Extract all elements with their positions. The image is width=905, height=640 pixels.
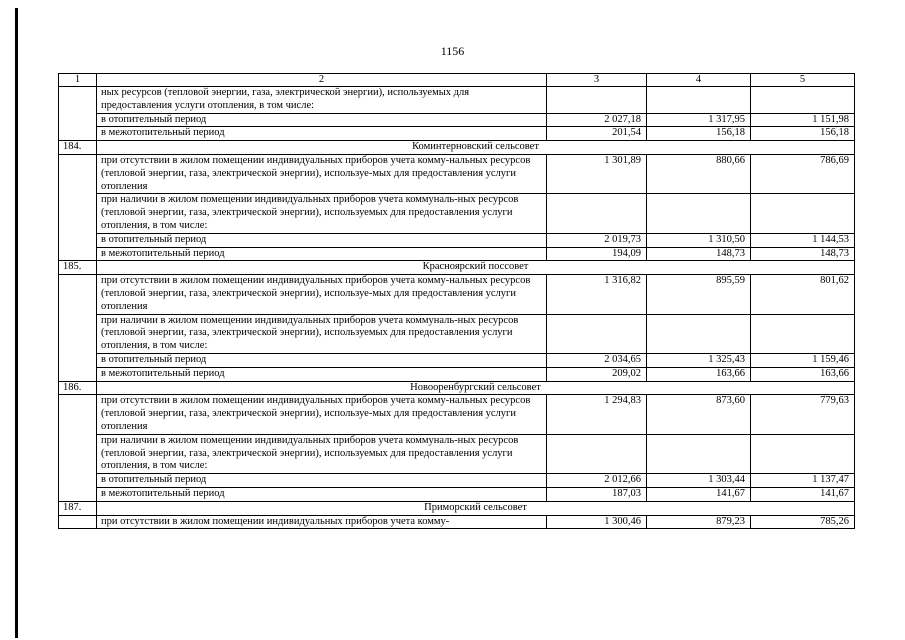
value-col3: 2 012,66 bbox=[547, 474, 647, 488]
value-col5: 148,73 bbox=[751, 247, 855, 261]
tariff-table bbox=[58, 73, 855, 529]
value-col4: 879,23 bbox=[647, 515, 751, 529]
value-col4: 156,18 bbox=[647, 127, 751, 141]
section-index: 184. bbox=[59, 141, 97, 155]
continuation-text: ных ресурсов (тепловой энергии, газа, электрической энергии), используемых для предоставления услуги отопления, в том числе: bbox=[97, 87, 547, 114]
value-col4: 1 303,44 bbox=[647, 474, 751, 488]
heating-row bbox=[59, 474, 855, 488]
section-title-row bbox=[59, 501, 855, 515]
section-title: Новооренбургский сельсовет bbox=[97, 381, 855, 395]
section-title-row bbox=[59, 141, 855, 155]
value-col5: 1 151,98 bbox=[751, 113, 855, 127]
header-col-1: 1 bbox=[59, 74, 97, 87]
without-meters-text: при отсутствии в жилом помещении индивидуальных приборов учета комму-нальных ресурсов (тепловой энергии, газа, электрической энергии), используе-мых для предоставления услуги отопления bbox=[97, 154, 547, 193]
without-meters-text: при отсутствии в жилом помещении индивидуальных приборов учета комму-нальных ресурсов (тепловой энергии, газа, электрической энергии), используе-мых для предоставления услуги отопления bbox=[97, 275, 547, 314]
interheating-row bbox=[59, 367, 855, 381]
value-col3: 201,54 bbox=[547, 127, 647, 141]
value-col3: 187,03 bbox=[547, 487, 647, 501]
without-meters-row bbox=[59, 154, 855, 193]
value-col4: 1 325,43 bbox=[647, 353, 751, 367]
interheating-row bbox=[59, 127, 855, 141]
value-col5: 779,63 bbox=[751, 395, 855, 434]
without-meters-row bbox=[59, 515, 855, 529]
header-col-3: 3 bbox=[547, 74, 647, 87]
section-index: 187. bbox=[59, 501, 97, 515]
heating-label: в отопительный период bbox=[97, 353, 547, 367]
interheating-label: в межотопительный период bbox=[97, 247, 547, 261]
interheating-label: в межотопительный период bbox=[97, 487, 547, 501]
heating-label: в отопительный период bbox=[97, 113, 547, 127]
page-number: 1156 bbox=[440, 44, 465, 58]
header-col-5: 5 bbox=[751, 74, 855, 87]
value-col3: 1 301,89 bbox=[547, 154, 647, 193]
value-col3: 2 027,18 bbox=[547, 113, 647, 127]
index-cell bbox=[59, 87, 97, 114]
value-col5: 786,69 bbox=[751, 154, 855, 193]
value-col4: 141,67 bbox=[647, 487, 751, 501]
header-row bbox=[59, 74, 855, 87]
interheating-row bbox=[59, 247, 855, 261]
without-meters-text: при отсутствии в жилом помещении индивидуальных приборов учета комму-нальных ресурсов (тепловой энергии, газа, электрической энергии), используе-мых для предоставления услуги отопления bbox=[97, 395, 547, 434]
value-col4: 148,73 bbox=[647, 247, 751, 261]
section-index: 186. bbox=[59, 381, 97, 395]
value-col5: 156,18 bbox=[751, 127, 855, 141]
without-meters-row bbox=[59, 275, 855, 314]
without-meters-text: при отсутствии в жилом помещении индивидуальных приборов учета комму- bbox=[97, 515, 547, 529]
section-title: Приморский сельсовет bbox=[97, 501, 855, 515]
section-index: 185. bbox=[59, 261, 97, 275]
value-col5: 1 137,47 bbox=[751, 474, 855, 488]
interheating-label: в межотопительный период bbox=[97, 127, 547, 141]
with-meters-text: при наличии в жилом помещении индивидуальных приборов учета коммуналь-ных ресурсов (тепловой энергии, газа, электрической энергии), используемых для предоставления услуги отопления, в том числе: bbox=[97, 194, 547, 233]
value-col5: 785,26 bbox=[751, 515, 855, 529]
heating-row bbox=[59, 233, 855, 247]
value-col4: 873,60 bbox=[647, 395, 751, 434]
value-col5: 1 144,53 bbox=[751, 233, 855, 247]
value-col5: 141,67 bbox=[751, 487, 855, 501]
value-col4: 895,59 bbox=[647, 275, 751, 314]
with-meters-row bbox=[59, 434, 855, 473]
value-col5: 1 159,46 bbox=[751, 353, 855, 367]
value-col3: 2 019,73 bbox=[547, 233, 647, 247]
value-col5: 163,66 bbox=[751, 367, 855, 381]
heating-row bbox=[59, 113, 855, 127]
value-col3: 209,02 bbox=[547, 367, 647, 381]
value-col3: 1 300,46 bbox=[547, 515, 647, 529]
heating-row bbox=[59, 353, 855, 367]
value-col4: 880,66 bbox=[647, 154, 751, 193]
continuation-text-row bbox=[59, 87, 855, 114]
header-col-4: 4 bbox=[647, 74, 751, 87]
with-meters-text: при наличии в жилом помещении индивидуальных приборов учета коммуналь-ных ресурсов (тепловой энергии, газа, электрической энергии), используемых для предоставления услуги отопления, в том числе: bbox=[97, 434, 547, 473]
without-meters-row bbox=[59, 395, 855, 434]
section-title-row bbox=[59, 261, 855, 275]
section-title: Красноярский поссовет bbox=[97, 261, 855, 275]
value-col5: 801,62 bbox=[751, 275, 855, 314]
section-title-row bbox=[59, 381, 855, 395]
value-col3: 2 034,65 bbox=[547, 353, 647, 367]
value-col3: 194,09 bbox=[547, 247, 647, 261]
heating-label: в отопительный период bbox=[97, 233, 547, 247]
with-meters-text: при наличии в жилом помещении индивидуальных приборов учета коммуналь-ных ресурсов (тепловой энергии, газа, электрической энергии), используемых для предоставления услуги отопления, в том числе: bbox=[97, 314, 547, 353]
value-col3: 1 316,82 bbox=[547, 275, 647, 314]
binding-edge bbox=[15, 8, 18, 638]
value-col4: 1 310,50 bbox=[647, 233, 751, 247]
with-meters-row bbox=[59, 194, 855, 233]
with-meters-row bbox=[59, 314, 855, 353]
value-col4: 163,66 bbox=[647, 367, 751, 381]
interheating-label: в межотопительный период bbox=[97, 367, 547, 381]
value-col4: 1 317,95 bbox=[647, 113, 751, 127]
section-title: Коминтерновский сельсовет bbox=[97, 141, 855, 155]
heating-label: в отопительный период bbox=[97, 474, 547, 488]
value-col3: 1 294,83 bbox=[547, 395, 647, 434]
header-col-2: 2 bbox=[97, 74, 547, 87]
interheating-row bbox=[59, 487, 855, 501]
